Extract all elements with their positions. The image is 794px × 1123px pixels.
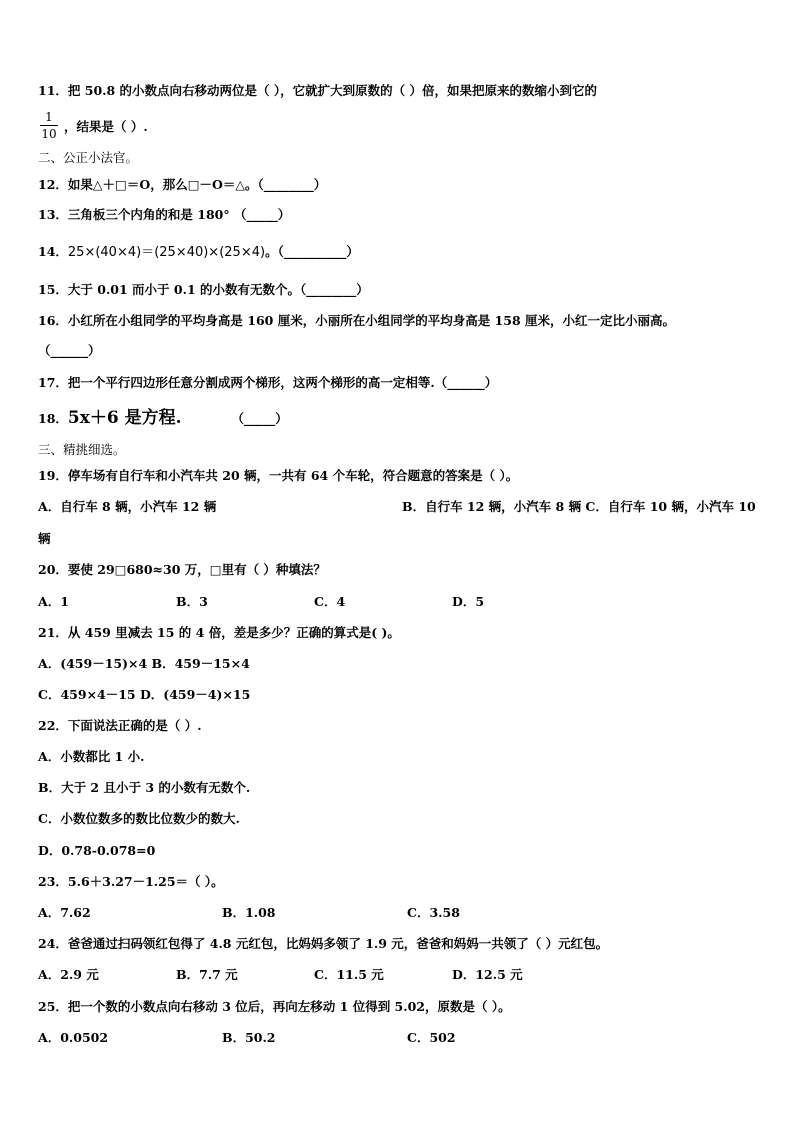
q25-option-a: A．0.0502 bbox=[38, 1030, 109, 1045]
q20-option-a: A．1 bbox=[38, 594, 69, 609]
q21-options-row2: C．459×4－15 D．(459－4)×15 bbox=[38, 687, 251, 702]
q21-options-row1: A．(459－15)×4 B．459－15×4 bbox=[38, 656, 250, 671]
q15: 15．大于 0.01 而小于 0.1 的小数有无数个。（________） bbox=[38, 282, 369, 297]
q14 bbox=[38, 244, 359, 261]
q21-stem: 21．从 459 里减去 15 的 4 倍，差是多少？正确的算式是( )。 bbox=[38, 625, 400, 640]
q20-option-d: D．5 bbox=[452, 594, 485, 609]
q14-tail: 。（__________） bbox=[265, 244, 359, 259]
q14-expression: 25×(40×4)＝(25×40)×(25×4) bbox=[67, 245, 266, 260]
q22-option-b: B．大于 2 且小于 3 的小数有无数个. bbox=[38, 780, 251, 795]
q19-stem: 19．停车场有自行车和小汽车共 20 辆，一共有 64 个车轮，符合题意的答案是（ ）。 bbox=[38, 468, 519, 483]
q22-option-d: D．0.78-0.078=0 bbox=[38, 843, 156, 858]
fraction-numerator: 1 bbox=[45, 110, 53, 124]
q22-stem: 22．下面说法正确的是（ ）. bbox=[38, 718, 202, 733]
q18 bbox=[38, 410, 288, 427]
q16-line1: 16．小红所在小组同学的平均身高是 160 厘米，小丽所在小组同学的平均身高是 158 厘米，小红一定比小丽高。 bbox=[38, 313, 675, 328]
fraction-denominator: 10 bbox=[41, 127, 57, 141]
q18-number: 18． bbox=[38, 411, 68, 426]
q25-option-c: C．502 bbox=[407, 1030, 456, 1045]
q24-option-c: C．11.5 元 bbox=[314, 967, 384, 982]
q19-option-bc: B．自行车 12 辆，小汽车 8 辆 C．自行车 10 辆，小汽车 10 bbox=[402, 499, 756, 514]
q19-option-a: A．自行车 8 辆，小汽车 12 辆 bbox=[38, 499, 217, 514]
q23-option-a: A．7.62 bbox=[38, 905, 91, 920]
q16-line2: （______） bbox=[38, 343, 101, 358]
q12: 12．如果△＋□＝O，那么□－O＝△。（________） bbox=[38, 177, 327, 192]
q22-option-c: C．小数位数多的数比位数少的数大. bbox=[38, 811, 240, 826]
q17: 17．把一个平行四边形任意分割成两个梯形，这两个梯形的高一定相等.（______） bbox=[38, 375, 498, 390]
fraction-bar bbox=[40, 125, 58, 126]
q25-stem: 25．把一个数的小数点向右移动 3 位后，再向左移动 1 位得到 5.02，原数是（ ）。 bbox=[38, 999, 511, 1014]
q24-option-a: A．2.9 元 bbox=[38, 967, 99, 982]
q18-expression: 5x＋6 是方程. bbox=[67, 408, 182, 428]
q20-option-c: C．4 bbox=[314, 594, 346, 609]
q24-option-d: D．12.5 元 bbox=[452, 967, 523, 982]
q23-option-b: B．1.08 bbox=[222, 905, 276, 920]
q18-tail: （_____） bbox=[231, 411, 288, 426]
q23-stem: 23．5.6＋3.27－1.25＝（ ）。 bbox=[38, 874, 224, 889]
q22-option-a: A．小数都比 1 小. bbox=[38, 749, 145, 764]
section-heading-2: 二、公正小法官。 bbox=[38, 150, 139, 165]
fraction-one-tenth bbox=[40, 110, 58, 141]
q23-option-c: C．3.58 bbox=[407, 905, 460, 920]
q11-line2: ，结果是（ ）. bbox=[64, 119, 148, 134]
q24-option-b: B．7.7 元 bbox=[176, 967, 238, 982]
q20-stem: 20．要使 29□680≈30 万，□里有（ ）种填法？ bbox=[38, 562, 326, 577]
q13: 13．三角板三个内角的和是 180° （_____） bbox=[38, 207, 291, 222]
q24-stem: 24．爸爸通过扫码领红包得了 4.8 元红包，比妈妈多领了 1.9 元，爸爸和妈妈一共领了（ ）元红包。 bbox=[38, 936, 609, 951]
q25-option-b: B．50.2 bbox=[222, 1030, 276, 1045]
q14-number: 14． bbox=[38, 244, 68, 259]
section-heading-3: 三、精挑细选。 bbox=[38, 442, 126, 457]
q20-option-b: B．3 bbox=[176, 594, 208, 609]
q11-line1: 11．把 50.8 的小数点向右移动两位是（ ），它就扩大到原数的（ ）倍，如果把原来的数缩小到它的 bbox=[38, 83, 597, 98]
q19-wrap: 辆 bbox=[38, 531, 51, 546]
